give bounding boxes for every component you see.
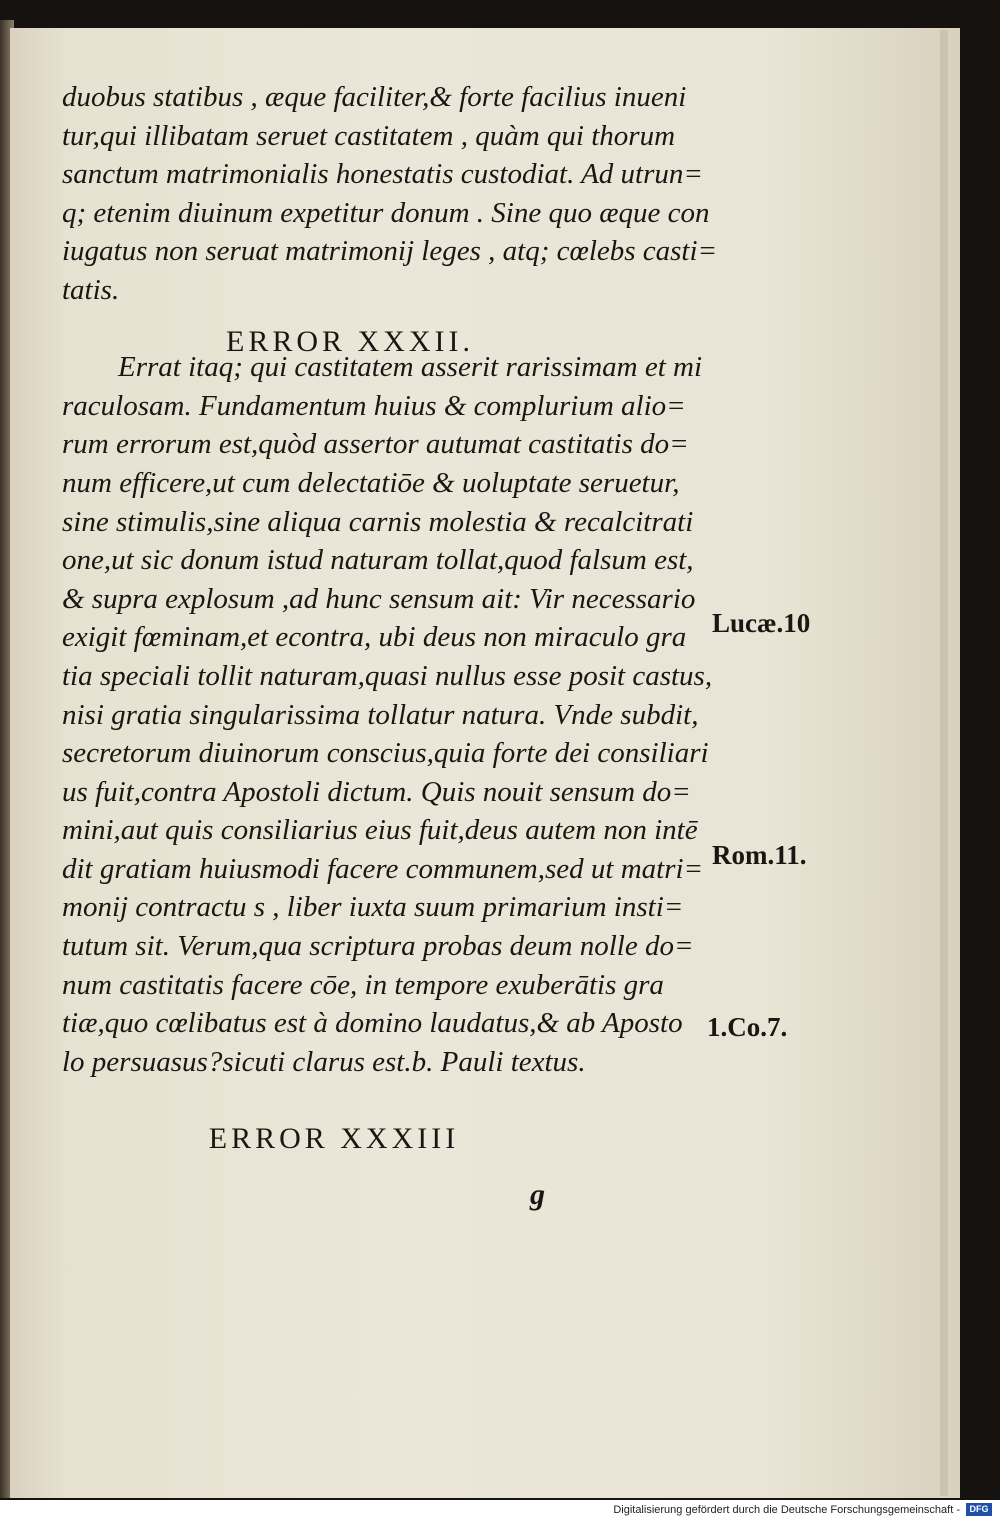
text-line: duobus statibus , æque faciliter,& forte facilius inueni [62, 81, 687, 113]
margin-note-luke: Lucæ.10 [712, 608, 811, 638]
text-line: q; etenim diuinum expetitur donum . Sine quo æque con [62, 196, 710, 229]
text-line: Errat itaq; qui castitatem asserit rarissimam et mi [118, 351, 703, 384]
text-line: exigit fœminam,et econtra, ubi deus non miraculo gra [62, 621, 687, 654]
section-heading-error-32: ERROR XXXII. [226, 325, 474, 358]
footer-credit: Digitalisierung gefördert durch die Deutsche Forschungsgemeinschaft - [613, 1504, 960, 1516]
signature-mark: g [530, 1178, 545, 1211]
page-fore-edge [940, 30, 948, 1496]
margin-note-corinthians: 1.Co.7. [707, 1012, 788, 1042]
text-line: sine stimulis,sine aliqua carnis molestia & recalcitrati [62, 505, 694, 538]
main-text-block [62, 78, 718, 1081]
text-line: tutum sit. Verum,qua scriptura probas deum nolle do= [62, 930, 694, 963]
margin-note-romans: Rom.11. [712, 840, 807, 870]
text-line: iugatus non seruat matrimonij leges , atq; cœlebs casti= [62, 235, 718, 268]
text-line: us fuit,contra Apostoli dictum. Quis nouit sensum do= [62, 775, 691, 808]
text-line: nisi gratia singularissima tollatur natura. Vnde subdit, [62, 698, 699, 731]
text-line: dit gratiam huiusmodi facere communem,sed ut matri= [62, 852, 704, 885]
text-line: num castitatis facere cōe, in tempore exuberātis gra [62, 968, 664, 1001]
text-line: sanctum matrimonialis honestatis custodiat. Ad utrun= [62, 158, 703, 191]
text-line: tia speciali tollit naturam,quasi nullus esse posit castus, [62, 659, 713, 692]
text-line: lo persuasus?sicuti clarus est.b. Pauli textus. [62, 1045, 586, 1078]
text-line: tiæ,quo cœlibatus est à domino laudatus,& ab Aposto [62, 1007, 683, 1040]
text-line: one,ut sic donum istud naturam tollat,quod falsum est, [62, 544, 694, 577]
text-line: & supra explosum ,ad hunc sensum ait: Vir necessario [62, 582, 696, 615]
text-line: tur,qui illibatam seruet castitatem , quàm qui thorum [62, 119, 676, 152]
text-line: mini,aut quis consiliarius eius fuit,deus autem non intē [62, 814, 698, 847]
section-heading-error-33: ERROR XXXIII [208, 1122, 460, 1155]
text-line: rum errorum est,quòd assertor autumat castitatis do= [62, 428, 689, 461]
text-line: num efficere,ut cum delectatiōe & uoluptate seruetur, [62, 466, 680, 499]
text-line: monij contractu s , liber iuxta suum primarium insti= [62, 891, 684, 924]
footer-bar [0, 1500, 1000, 1521]
text-line: secretorum diuinorum conscius,quia forte dei consiliari [62, 737, 709, 770]
dfg-logo: DFG [966, 1503, 992, 1516]
text-line: raculosam. Fundamentum huius & complurium alio= [62, 389, 686, 422]
text-line: tatis. [62, 273, 120, 306]
